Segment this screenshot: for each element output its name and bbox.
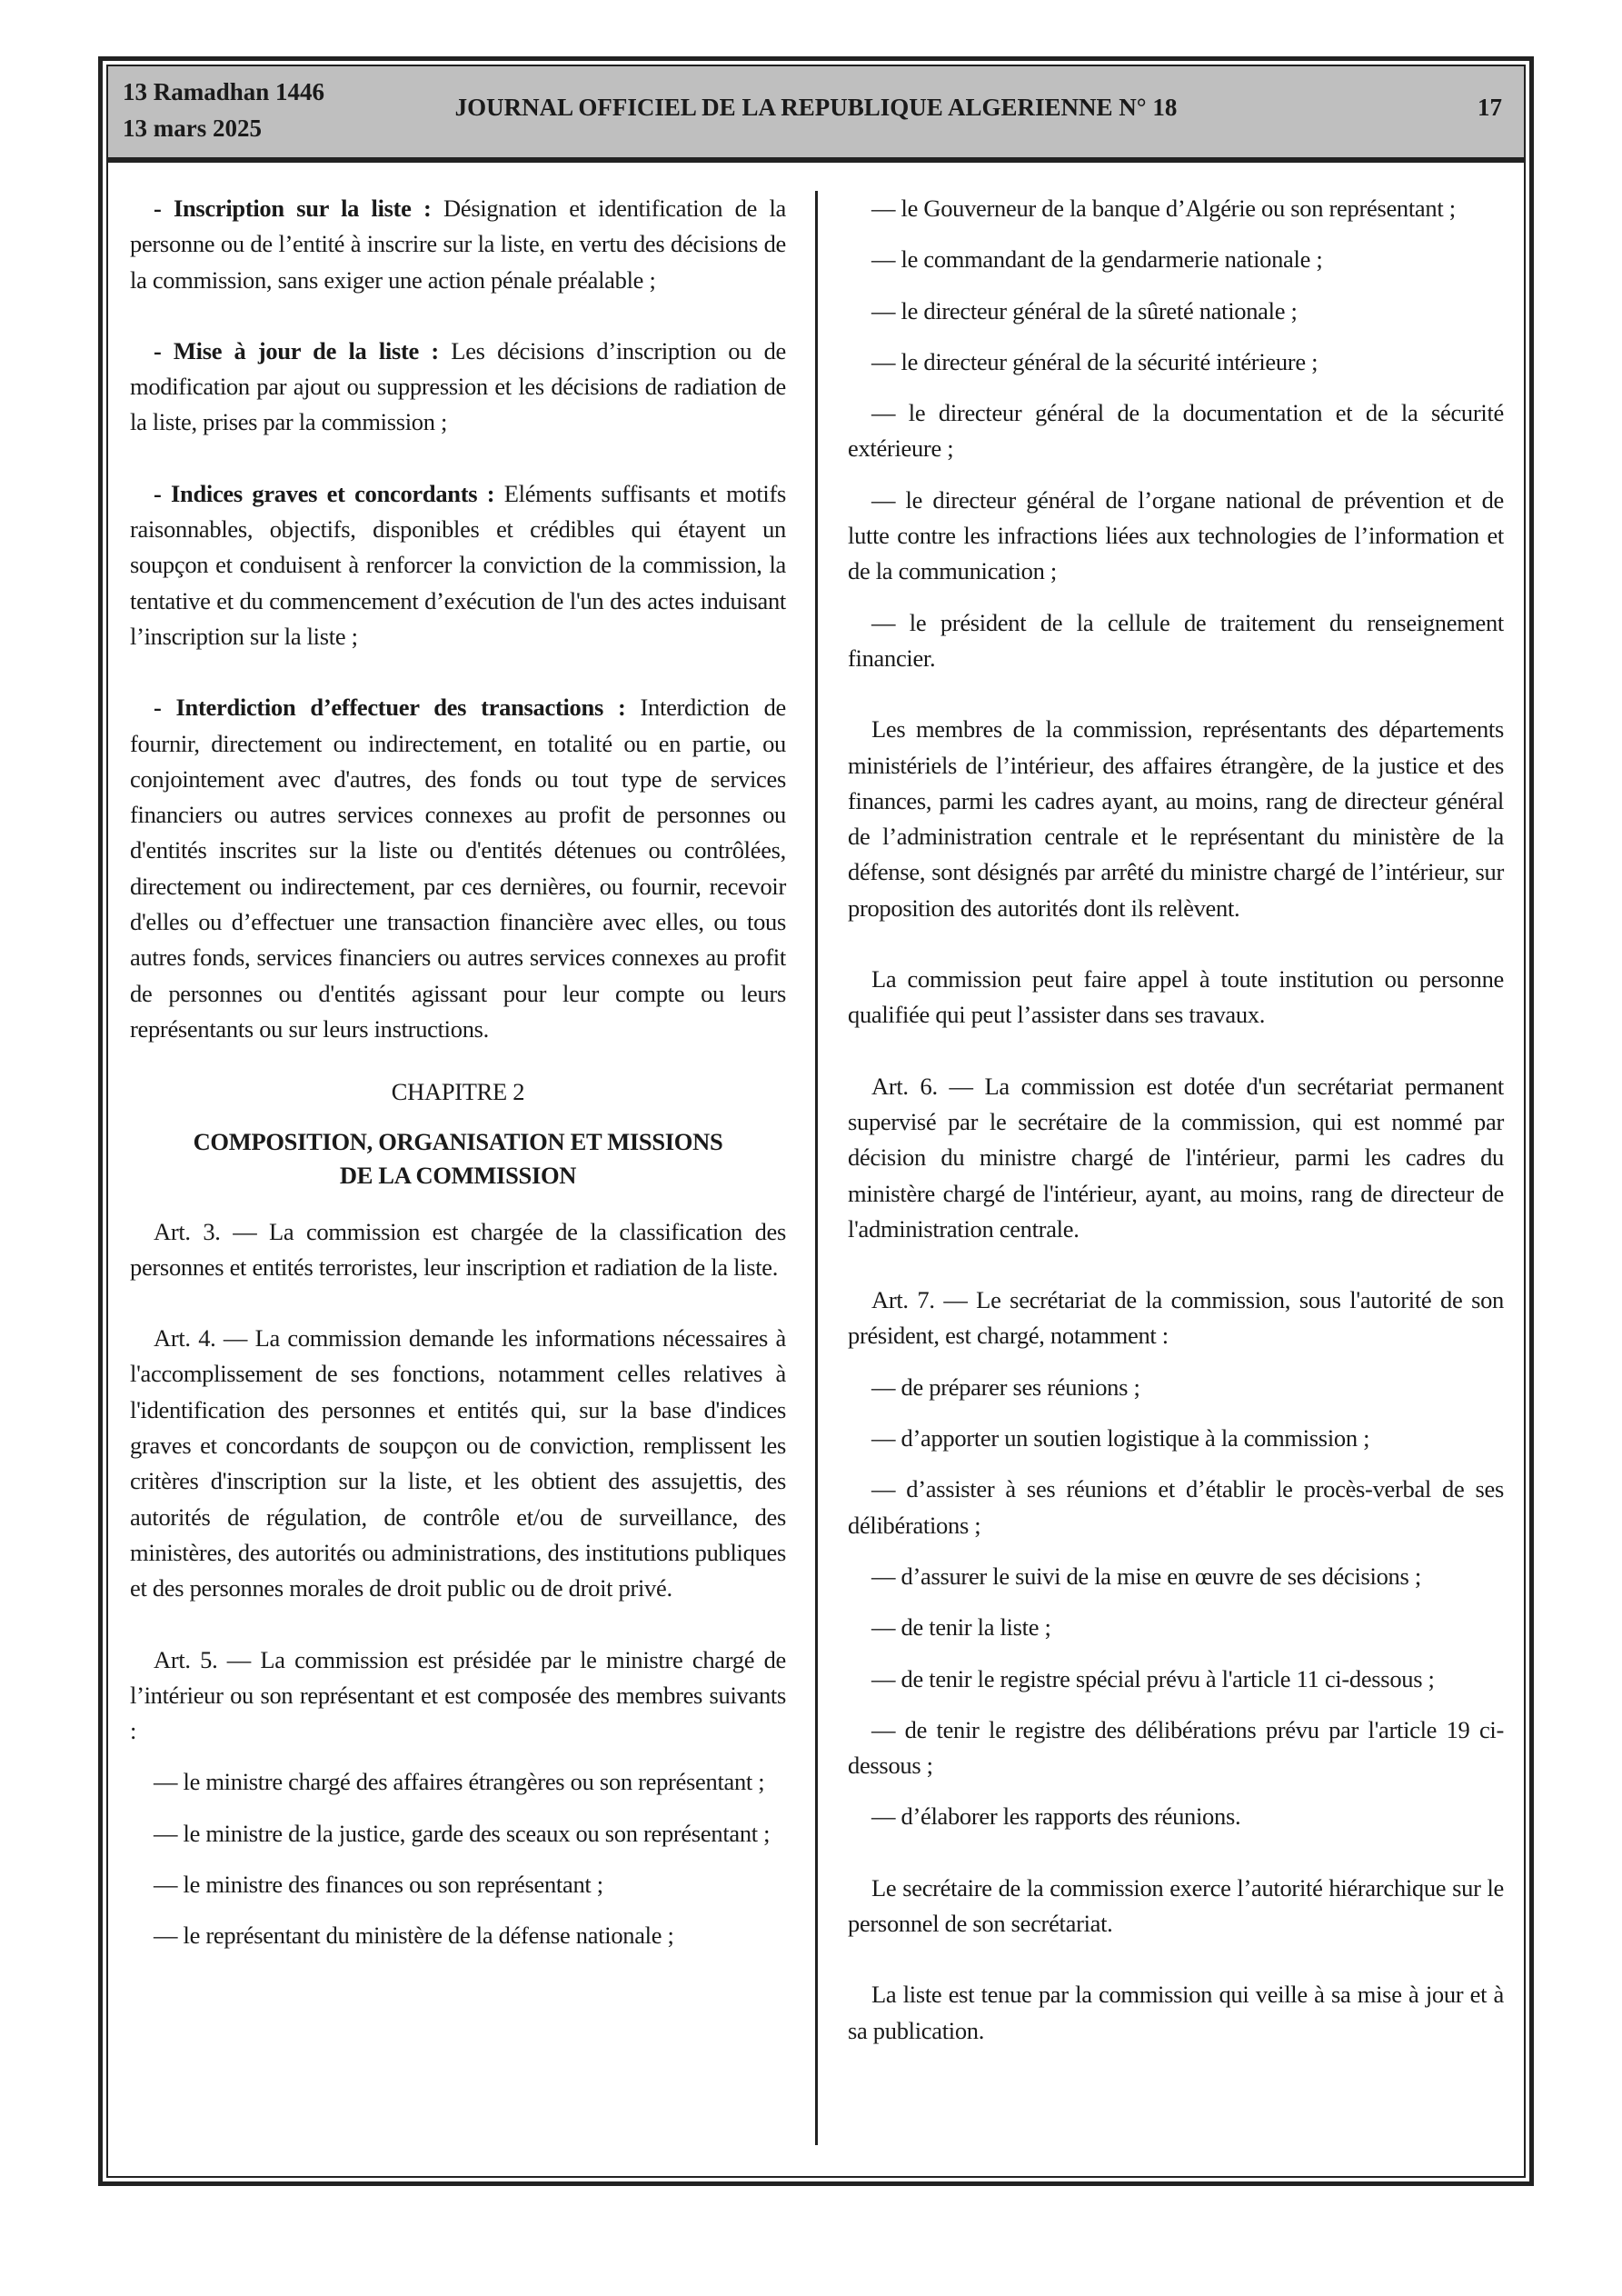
task-item: — d’apporter un soutien logistique à la commission ; (871, 1424, 1370, 1452)
right-column (848, 191, 1504, 2084)
article-5: Art. 5. — La commission est présidée par le ministre chargé de l’intérieur ou son représentant et est composée des membres suivants : (130, 1645, 786, 1745)
secretary-authority-paragraph: Le secrétaire de la commission exerce l’autorité hiérarchique sur le personnel de son secrétariat. (848, 1873, 1504, 1937)
task-item: — de préparer ses réunions ; (871, 1373, 1140, 1401)
page-number: 17 (1478, 94, 1502, 121)
chapter-label: CHAPITRE 2 (391, 1078, 525, 1106)
page-header (108, 66, 1524, 163)
left-column (130, 191, 786, 1970)
task-item: — de tenir le registre des délibérations prévu par l'article 19 ci-dessous ; (848, 1715, 1504, 1780)
external-assistance-paragraph: La commission peut faire appel à toute institution ou personne qualifiée qui peut l’assister dans ses travaux. (848, 965, 1504, 1029)
task-item: — d’assurer le suivi de la mise en œuvre de ses décisions ; (871, 1562, 1421, 1590)
definition-term: - Mise à jour de la liste : (154, 336, 439, 364)
gregorian-date: 13 mars 2025 (123, 115, 262, 142)
member-item: — le commandant de la gendarmerie nationale ; (871, 245, 1323, 274)
members-designation-paragraph: Les membres de la commission, représentants des départements ministériels de l’intérieur, des affaires étrangère, de la justice et des finances, parmi les cadres ayant, au moins, rang de directeur général de l’administration centrale et le représentant du ministère de la défense, sont désignés par arrêté du ministre chargé de l’intérieur, sur proposition des autorités dont ils relèvent. (848, 715, 1504, 922)
definition (130, 191, 786, 298)
task-item: — de tenir le registre spécial prévu à l'article 11 ci-dessous ; (871, 1664, 1435, 1692)
definition-term: - Interdiction d’effectuer des transactions : (154, 694, 626, 722)
definition-text: Interdiction de fournir, directement ou indirectement, en totalité ou en partie, ou conjointement avec d'autres, des fonds ou tout type de services financiers ou autres services connexes au profit de personnes ou d'entités inscrites sur la liste ou d'entités détenues ou contrôlées, directement ou indirectement, par ces dernières, ou fournir, recevoir d'elles ou d’effectuer une transaction financière avec elles, ou tous autres fonds, services financiers ou autres services connexes au profit de personnes ou d'entités agissant pour leur compte ou leurs représentants ou sur leurs instructions. (130, 694, 786, 1043)
definition (130, 690, 786, 1047)
definition-term: - Indices graves et concordants : (154, 479, 495, 507)
definition (130, 476, 786, 654)
member-item: — le ministre chargé des affaires étrangères ou son représentant ; (154, 1768, 765, 1796)
definition-text: Les décisions d’inscription ou de modification par ajout ou suppression et les décisions de radiation de la liste, prises par la commission ; (130, 336, 786, 436)
chapter-title-line: DE LA COMMISSION (339, 1161, 577, 1189)
hijri-date: 13 Ramadhan 1446 (123, 78, 325, 105)
member-item: — le Gouverneur de la banque d’Algérie ou son représentant ; (871, 195, 1456, 222)
member-item: — le directeur général de l’organe national de prévention et de lutte contre les infractions liées aux technologies de l’information et de la communication ; (848, 485, 1504, 585)
journal-title: JOURNAL OFFICIEL DE LA REPUBLIQUE ALGERIENNE N° 18 (454, 94, 1178, 121)
chapter-title (130, 1125, 786, 1193)
member-item: — le directeur général de la sûreté nationale ; (871, 296, 1298, 324)
member-item: — le ministre des finances ou son représentant ; (154, 1870, 603, 1898)
definition-text: Désignation et identification de la personne ou de l’entité à inscrire sur la liste, en vertu des décisions de la commission, sans exiger une action pénale préalable ; (130, 195, 787, 294)
task-item: — d’élaborer les rapports des réunions. (871, 1802, 1241, 1831)
task-item: — d’assister à ses réunions et d’établir le procès-verbal de ses délibérations ; (848, 1475, 1504, 1539)
article-4: Art. 4. — La commission demande les informations nécessaires à l'accomplissement de ses fonctions, notamment celles relatives à l'identification des personnes et entités qui, sur la base d'indices graves et concordants de soupçon ou de conviction, remplissent les critères d'inscription sur la liste, et les obtient des assujettis, des autorités de régulation, de contrôle et/ou de surveillance, des ministères, des autorités ou administrations, des institutions publiques et des personnes morales de droit public ou de droit privé. (130, 1324, 786, 1602)
member-item: — le directeur général de la sécurité intérieure ; (871, 347, 1318, 375)
list-maintenance-paragraph: La liste est tenue par la commission qui veille à sa mise à jour et à sa publication. (848, 1981, 1504, 2044)
definition (130, 334, 786, 441)
member-item: — le directeur général de la documentation et de la sécurité extérieure ; (848, 399, 1504, 463)
chapter-title-line: COMPOSITION, ORGANISATION ET MISSIONS (193, 1127, 723, 1155)
task-item: — de tenir la liste ; (871, 1613, 1051, 1642)
article-3: Art. 3. — La commission est chargée de la classification des personnes et entités terroristes, leur inscription et radiation de la liste. (130, 1217, 786, 1281)
definition-term: - Inscription sur la liste : (154, 195, 432, 222)
article-7: Art. 7. — Le secrétariat de la commission, sous l'autorité de son président, est chargé, notamment : (848, 1286, 1504, 1350)
member-item: — le ministre de la justice, garde des sceaux ou son représentant ; (154, 1819, 771, 1847)
article-6: Art. 6. — La commission est dotée d'un secrétariat permanent supervisé par le secrétaire de la commission, qui est nommé par décision du ministre chargé de l'intérieur, parmi les cadres du ministère chargé de l'intérieur, ayant, au moins, rang de directeur de l'administration centrale. (848, 1072, 1504, 1243)
column-divider (815, 191, 818, 2145)
member-item: — le représentant du ministère de la défense nationale ; (154, 1922, 674, 1950)
definition-text: Eléments suffisants et motifs raisonnables, objectifs, disponibles et crédibles qui étayent un soupçon et conduisent à renforcer la conviction de la commission, la tentative et du commencement d’exécution de l'un des actes induisant l’inscription sur la liste ; (130, 479, 786, 650)
member-item: — le président de la cellule de traitement du renseignement financier. (848, 608, 1504, 672)
